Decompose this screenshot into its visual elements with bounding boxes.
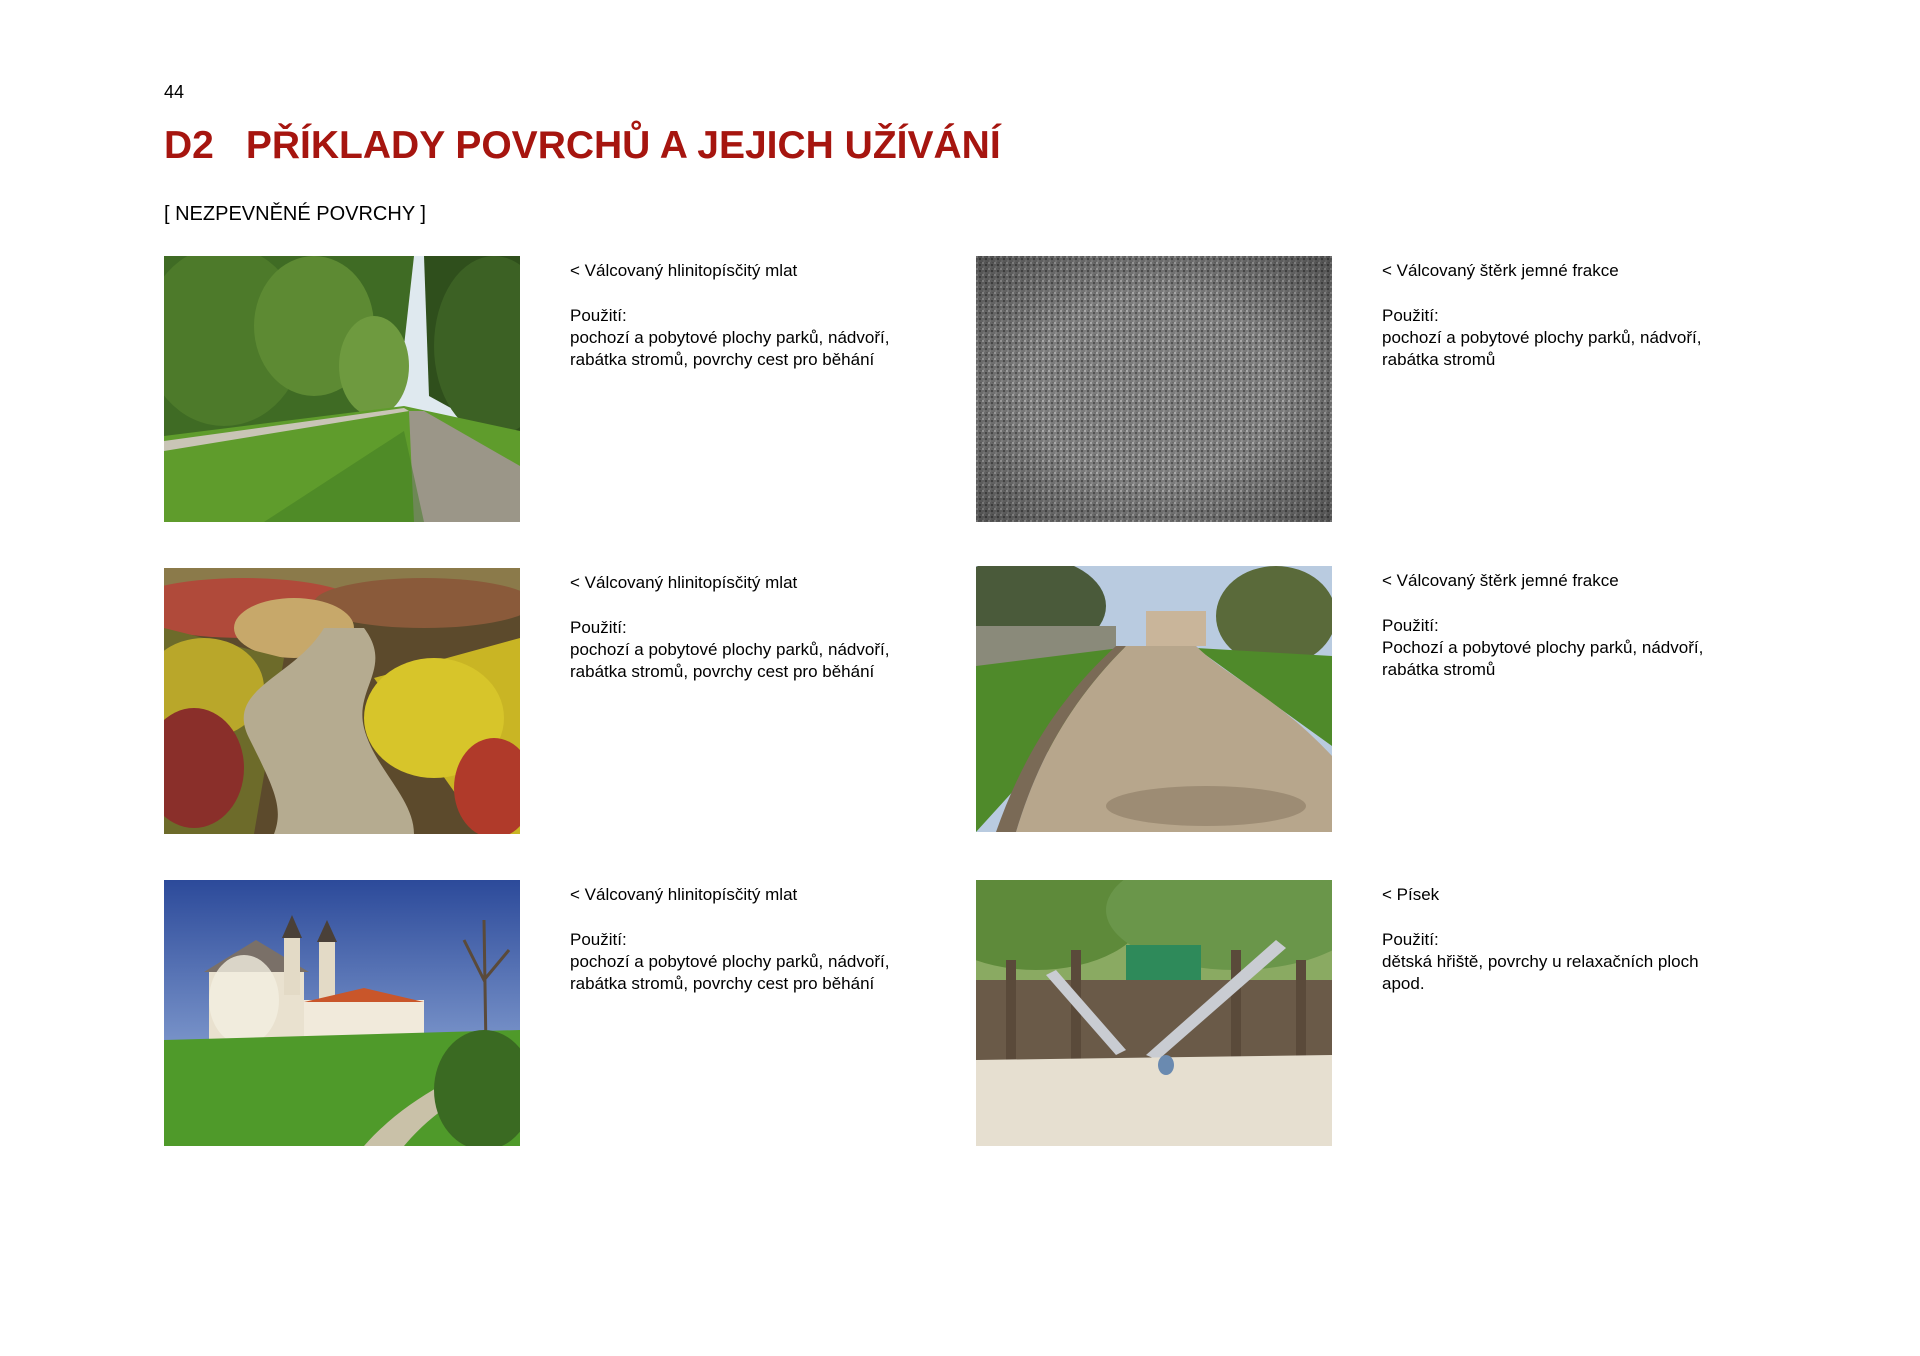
section-label: [ NEZPEVNĚNÉ POVRCHY ] [164,203,426,225]
usage-label: Použití: [1382,930,1439,949]
usage-text: pochozí a pobytové plochy parků, nádvoří, rabátka stromů, povrchy cest pro běhání [570,328,890,369]
surface-card [976,256,1736,524]
monastery-garden-photo [164,880,520,1146]
playground-sand-photo [976,880,1332,1146]
surface-name: < Písek [1382,885,1440,904]
usage-text: pochozí a pobytové plochy parků, nádvoří, rabátka stromů [1382,328,1702,369]
surface-card [164,256,924,524]
surface-description [1382,880,1742,995]
surface-description [570,568,930,683]
surface-description [570,256,930,371]
garden-path-flowers-photo [164,568,520,834]
surface-name: < Válcovaný hlinitopísčitý mlat [570,261,798,280]
park-avenue-photo [164,256,520,522]
usage-text: pochozí a pobytové plochy parků, nádvoří, rabátka stromů, povrchy cest pro běhání [570,640,890,681]
surface-name: < Válcovaný štěrk jemné frakce [1382,261,1619,280]
chapter-title: PŘÍKLADY POVRCHŮ A JEJICH UŽÍVÁNÍ [245,124,1001,167]
surface-card [164,880,924,1148]
usage-text: Pochozí a pobytové plochy parků, nádvoří, rabátka stromů [1382,638,1704,679]
usage-label: Použití: [570,618,627,637]
usage-label: Použití: [570,930,627,949]
surface-card [976,880,1736,1148]
usage-text: pochozí a pobytové plochy parků, nádvoří, rabátka stromů, povrchy cest pro běhání [570,952,890,993]
gravel-driveway-photo [976,566,1332,832]
page-title [164,124,1001,168]
usage-label: Použití: [1382,616,1439,635]
usage-text: dětská hřiště, povrchy u relaxačních ploch apod. [1382,952,1699,993]
surface-name: < Válcovaný hlinitopísčitý mlat [570,573,798,592]
chapter-code: D2 [164,124,214,167]
surface-card [976,566,1736,834]
page-number: 44 [164,82,185,102]
surface-description [570,880,930,995]
surface-description [1382,566,1742,681]
surface-description [1382,256,1742,371]
usage-label: Použití: [1382,306,1439,325]
surface-name: < Válcovaný hlinitopísčitý mlat [570,885,798,904]
surface-card [164,568,924,836]
fine-gravel-texture-photo [976,256,1332,522]
surface-name: < Válcovaný štěrk jemné frakce [1382,571,1619,590]
usage-label: Použití: [570,306,627,325]
